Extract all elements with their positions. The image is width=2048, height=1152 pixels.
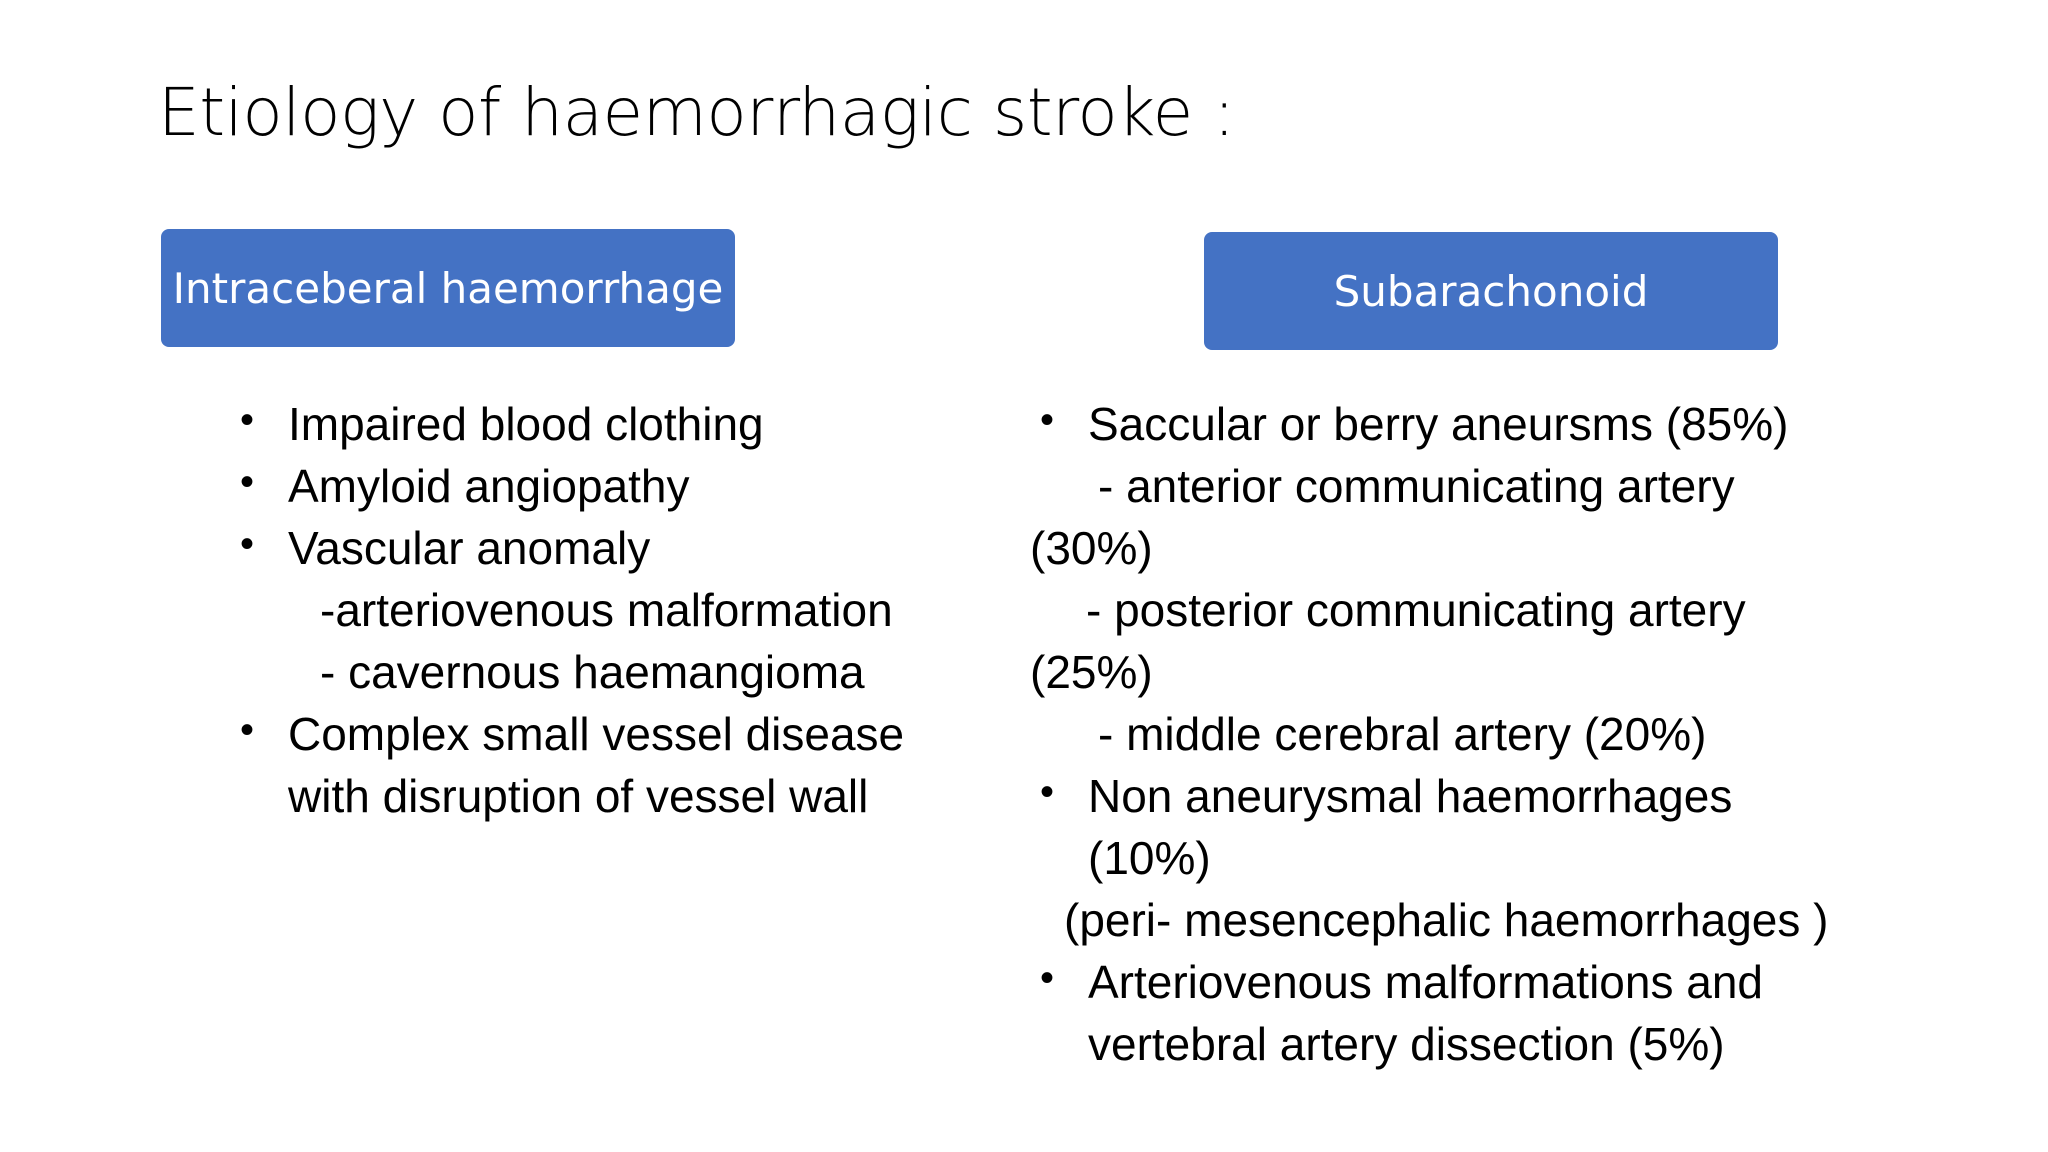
list-item-continuation: (10%)	[1088, 832, 1211, 884]
list-note: (peri- mesencephalic haemorrhages )	[1064, 894, 1829, 946]
list-item: • Impaired blood clothing	[288, 393, 764, 455]
list-item-continuation: vertebral artery dissection (5%)	[1088, 1018, 1725, 1070]
subarachnoid-header-label: Subarachonoid	[1333, 266, 1649, 316]
list-subitem: - cavernous haemangioma	[320, 646, 865, 698]
list-subitem: - anterior communicating artery	[1098, 460, 1735, 512]
list-subitem: -arteriovenous malformation	[320, 584, 893, 636]
list-subitem: - middle cerebral artery (20%)	[1098, 708, 1707, 760]
list-item: • Saccular or berry aneursms (85%)	[1088, 393, 1788, 455]
list-item: • Arteriovenous malformations and	[1088, 951, 1763, 1013]
list-item: • Amyloid angiopathy	[288, 455, 689, 517]
subarachnoid-header-box	[1204, 232, 1778, 350]
intracerebral-header-label: Intraceberal haemorrhage	[172, 263, 724, 313]
list-item: • Complex small vessel disease	[288, 703, 904, 765]
list-subitem: - posterior communicating artery	[1086, 584, 1746, 636]
list-item: • Vascular anomaly	[288, 517, 650, 579]
list-item: • Non aneurysmal haemorrhages	[1088, 765, 1732, 827]
slide-title: Etiology of haemorrhagic stroke :	[158, 74, 1235, 151]
list-subitem-continuation: (30%)	[1030, 522, 1153, 574]
list-item-continuation: with disruption of vessel wall	[288, 770, 869, 822]
list-subitem-continuation: (25%)	[1030, 646, 1153, 698]
intracerebral-header-box	[161, 229, 735, 347]
